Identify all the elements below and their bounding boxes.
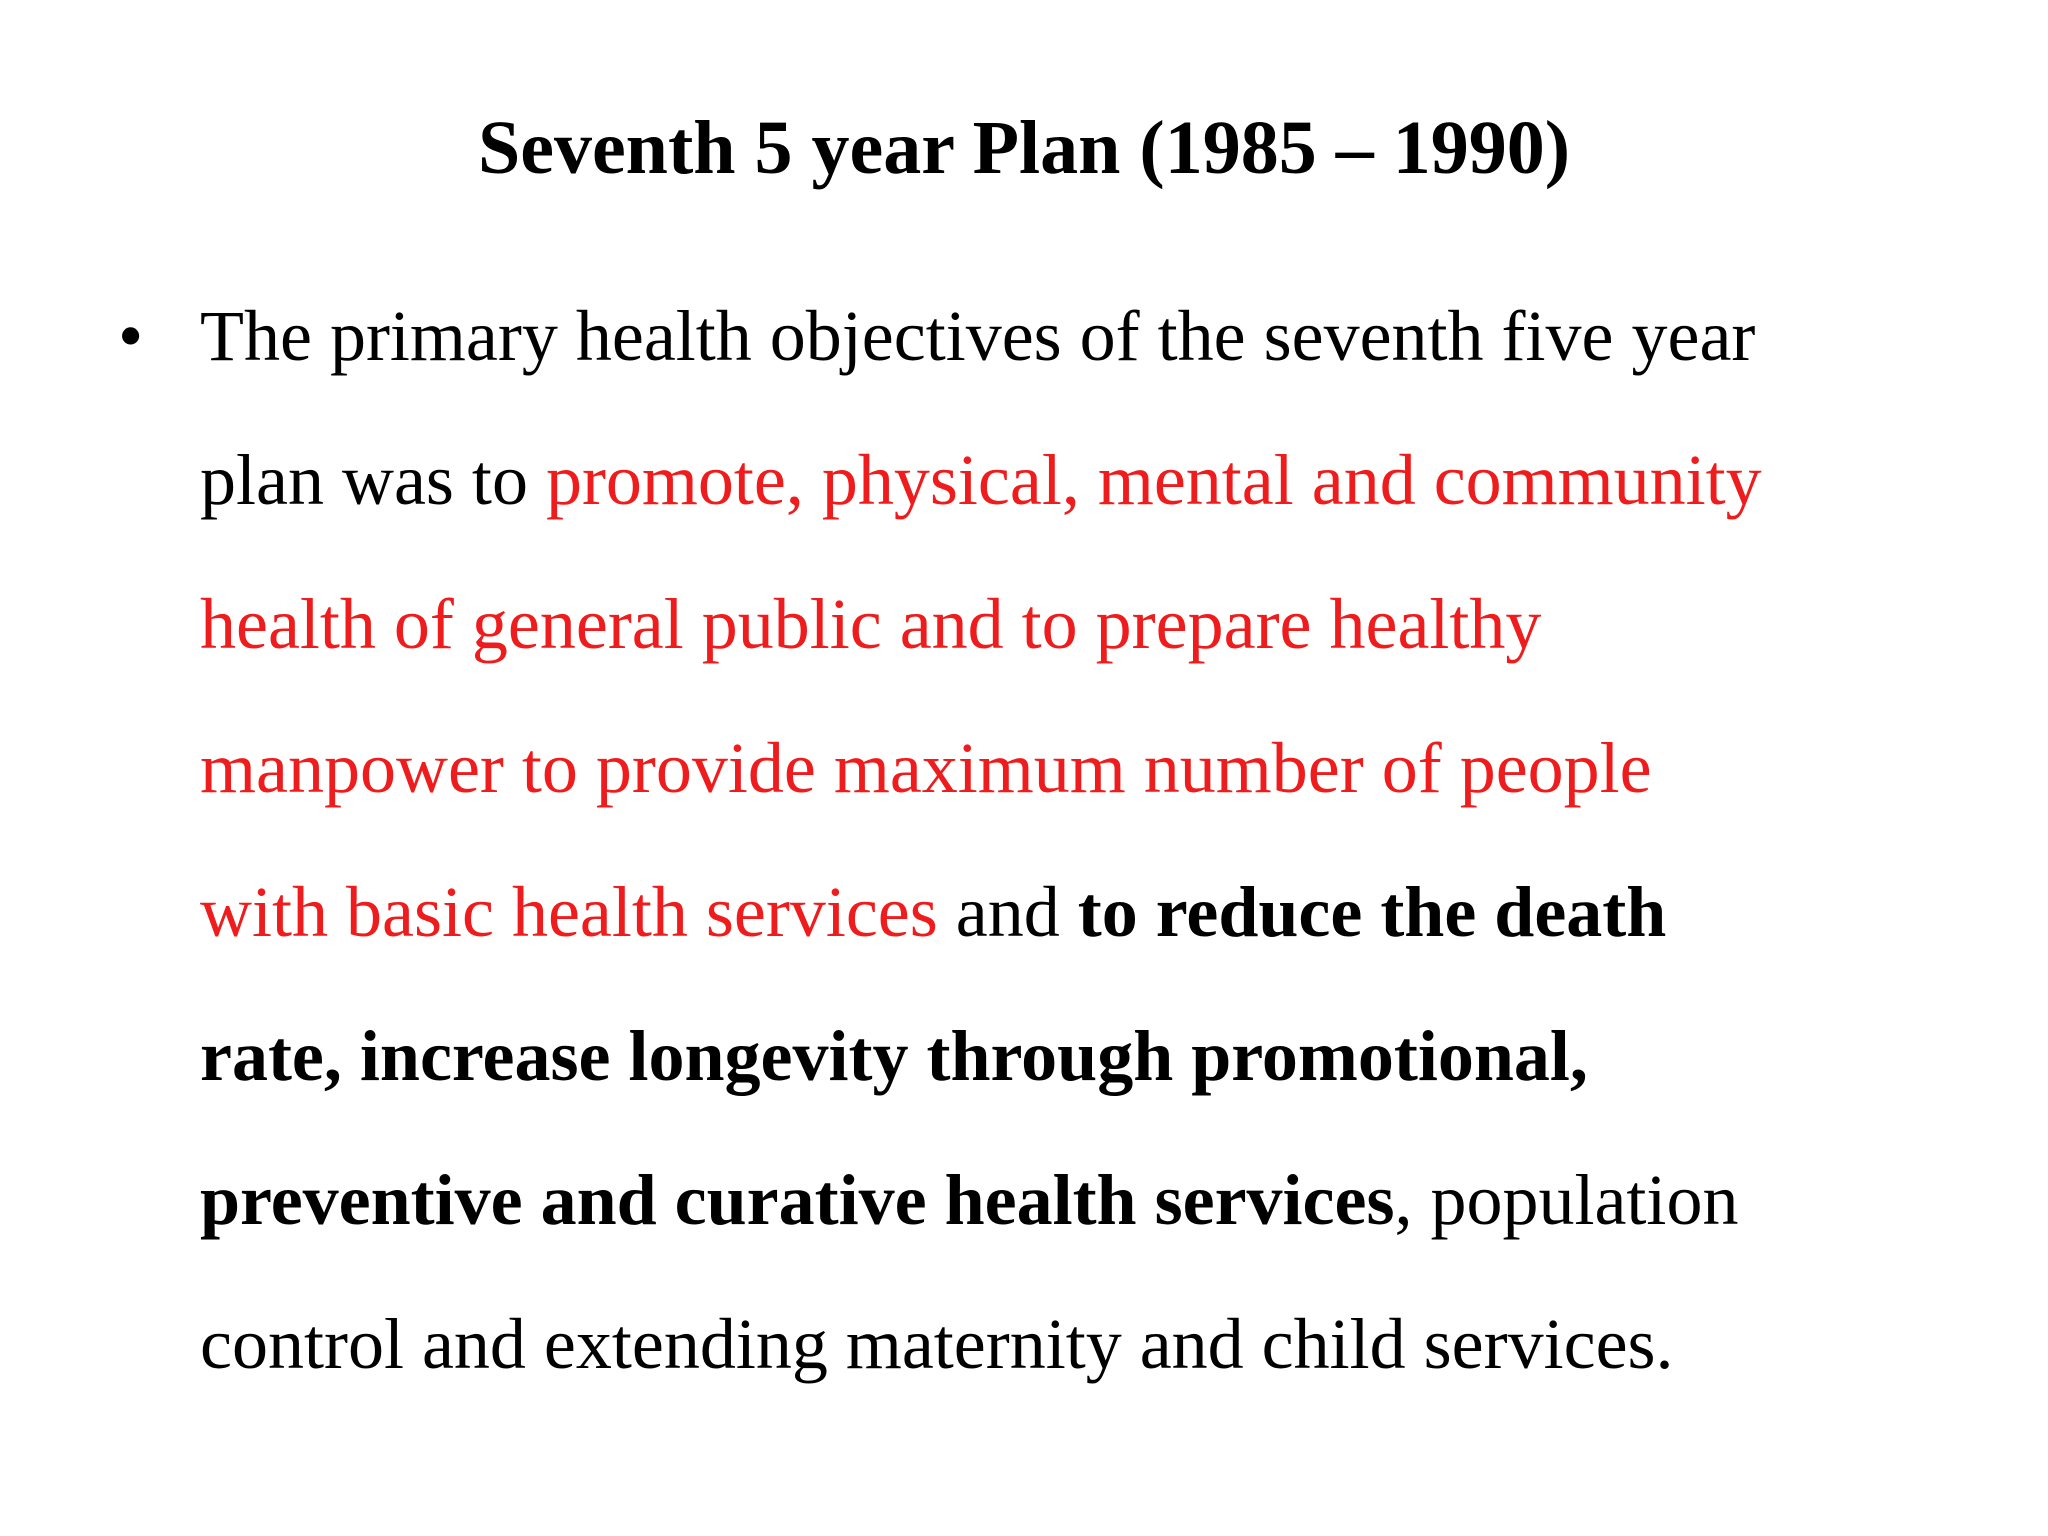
bold-text-segment: to reduce the death (1077, 872, 1667, 952)
body-line-5 (200, 840, 2000, 984)
body-line-2 (200, 408, 2000, 552)
body-line-3 (200, 552, 2000, 696)
bold-text-segment: preventive and curative health services (200, 1160, 1395, 1240)
body-line-7 (200, 1128, 2000, 1272)
body-text-segment: and (937, 872, 1078, 952)
bold-text-segment: rate, increase longevity through promotional, (200, 1016, 1588, 1096)
body-line-6 (200, 984, 2000, 1128)
body-paragraph (200, 264, 2000, 1416)
highlighted-text-segment: promote, physical, mental and community (545, 440, 1762, 520)
body-line-1 (200, 264, 2000, 408)
bullet-point: • (118, 296, 144, 376)
body-line-4 (200, 696, 2000, 840)
highlighted-text-segment: manpower to provide maximum number of people (200, 728, 1652, 808)
slide-title: Seventh 5 year Plan (1985 – 1990) (477, 106, 1571, 190)
body-line-8 (200, 1272, 2000, 1416)
body-text-segment: , population (1394, 1160, 1739, 1240)
body-text-segment: control and extending maternity and child services. (200, 1304, 1674, 1384)
body-text-segment: plan was to (200, 440, 546, 520)
body-text-segment: The primary health objectives of the seventh five year (200, 296, 1756, 376)
highlighted-text-segment: health of general public and to prepare healthy (200, 584, 1542, 664)
highlighted-text-segment: with basic health services (200, 872, 938, 952)
